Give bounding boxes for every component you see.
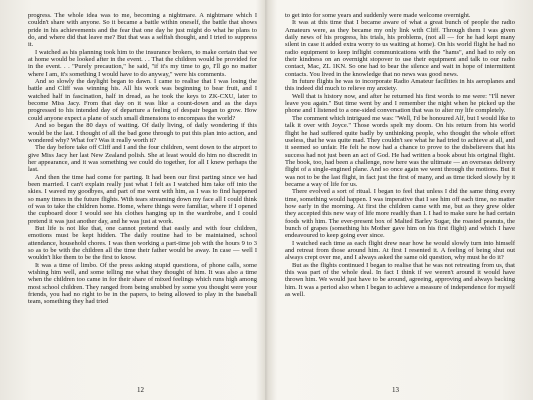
book-gutter <box>265 0 268 400</box>
left-page-text <box>28 12 257 390</box>
paragraph: I watched as his planning took him to the insurance brokers, to make certain that we at home would be looked after in the event. . . That the children would be provided for in the event. . . "Purely precaution," he said, "if it's my time to go, I'll go no matter where I am, it's something I would have to do anyway," were his comments. <box>28 48 257 78</box>
paragraph: Well that is history now, and after he returned his first words to me were: "I'll never leave you again." But time went by and I remember the night when he picked up the phone and I listened to a one-sided conversation that was to alter my life completely. <box>285 92 515 115</box>
paragraph: In future flights he was to incorporate Radio Amateur facilities in his aeroplanes and this indeed did much to relieve my anxiety. <box>285 78 515 93</box>
paragraph: The day before take off Cliff and I and the four children, went down to the airport to give Miss Jacy her last New Zealand polish. She at least would do him no discredit in her appearance, and it was something we could do together, for all I knew perhaps the last. <box>28 144 257 174</box>
paragraph: to get into for some years and suddenly were made welcome overnight. <box>285 12 471 19</box>
paragraph: And then the time had come for parting. It had been our first parting since we had been married. I can't explain really just what I felt as I watched him take off into the skies. I waved my goodbyes, and part of me went with him, as I was to find happened so many times in the future flights. With tears streaming down my face all I could think of was to take the children home. Home, where things were familiar, where if I opened the cupboard door I would see his clothes hanging up in the wardrobe, and I could pretend it was just another day, and he was just at work. <box>28 173 257 225</box>
paragraph: I watched each time as each flight drew near how he would slowly turn into himself and retreat from those around him. At first I resented it. A feeling of being shut out always crept over me, and I always asked the same old question, why must he do it? <box>285 239 515 262</box>
right-page-number: 13 <box>392 386 399 394</box>
paragraph: There evolved a sort of ritual. I began to feel that unless I did the same thing every time, something would happen. I was imperative that I see him off each time, no matter how early in the morning. At first the children came with me, but as they grew older they accepted this new way of life more readily than I. I had to make sure he had certain foods with him. The ever-present box of Malted Barley Sugar, the roasted peanuts, the bunch of grapes (something his Mother gave him on his first flight) and which I have endeavoured to keep going ever since. <box>285 188 515 240</box>
paragraph: progress. The whole idea was to me, becoming a nightmare. A nightmare which I couldn't share with anyone. So it became a battle within oneself, the battle that shows pride in his achievements and the fear that one day he just might do what he plans to do, and where did that leave me? But that was a selfish thought, and I tried to suppress it. <box>28 12 257 49</box>
paragraph: But life is not like that, one cannot pretend that easily and with four children, emotions must be kept hidden. The daily routine had to be maintained, school attendance, household chores. I was then working a part-time job with the hours 9 to 3 so as to be with the children all the time their father would be away. In case — well I wouldn't like them to be the first to know. <box>28 224 257 262</box>
paragraph: It was a time of limbo. Of the press asking stupid questions, of phone calls, some wishing him well, and some telling me what they thought of him. It was also a time when the children too came in for their share of mixed feelings which runs high among most school children. They ranged from being snubbed by some you thought were your friends, you had no right to be in the papers, to being allowed to play in the baseball team, something they had tried <box>28 261 257 306</box>
paragraph: It was at this time that I became aware of what a great bunch of people the radio Amateurs were, as they became my only link with Cliff. Through them I was given daily news of his progress, his trials, his problems, (not all — for he had kept many silent in case it added extra worry to us waiting at home). On his world flight he had no radio equipment to keep inflight communications with the "hams", and had to rely on their kindness on an overnight stopover to use their equipment and talk to our radio contact, Mac, ZL 1KN. So one had to bear the silence and wait in hope of intermittent contacts. You lived in the knowledge that no news was good news. <box>285 19 515 78</box>
paragraph: And so slowly the daylight began to dawn. I came to realise that I was losing the battle and Cliff was winning his. All his work was beginning to bear fruit, and I watched half in fascination, half in dread, as he took the keys to ZK-CXU, later to become Miss Jacy. From that day on it was like a count-down and as the days progressed to his intended day of departure a feeling of despair began to grow. How could anyone expect a plane of such small dimensions to encompass the world? <box>28 78 257 122</box>
paragraph: The comment which intrigued me was: "Well, I'd be honoured Alf, but I would like to talk it over with Joyce." Those words spelt my doom. On his return from his world flight he had suffered quite badly by unthinking people, who thought the whole effort useless, that he was quite mad. They couldn't see what he had tried to achieve at all, and it seemed so unfair. He felt he now had a chance to prove to the disbelievers that his success had not just been an act of God. He had written a book about his original flight. The book, too, had been a challenge, now here was the ultimate — an overseas delivery flight of a single-engined plane. And so once again we went through the motions. But it was not to be the last flight, in fact just the first of many, and as time ticked slowly by it became a way of life for us. <box>285 114 515 188</box>
paragraph: But as the flights continued I began to realise that he was not retreating from us, that this was part of the whole deal. In fact I think if we weren't around it would have thrown him. We would just have to be around, agreeing, approving and always backing him. It was a period also when I began to achieve a measure of independence for myself as well. <box>285 261 515 299</box>
paragraph: And so began the 80 days of waiting. Of daily living, of daily wondering if this would be the last. I thought of all the bad gone through to put this plan into action, and wondered why? What for? Was it really worth it? <box>28 122 257 144</box>
left-page-number: 12 <box>137 386 144 394</box>
right-page-text <box>285 12 515 390</box>
